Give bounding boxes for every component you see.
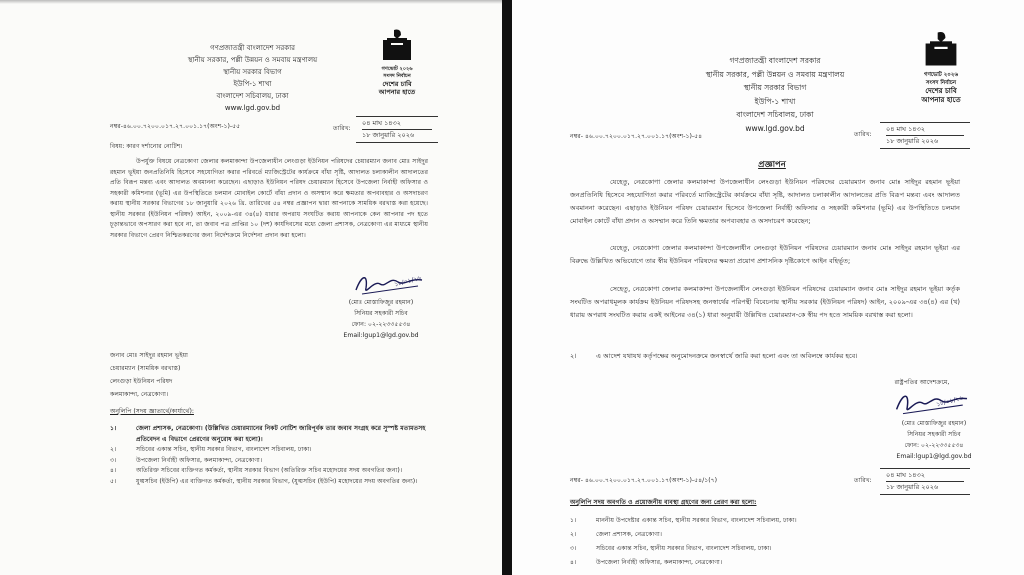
body-paragraph: উপর্যুক্ত বিষয়ে নেত্রকোণা জেলার কলমাকান্দা উপজেলাধীন লেংগুড়া ইউনিয়ন পরিষদের চেয়ারম্যান জনাব মোঃ সাইদুর রহমান ভূইয়া জনপ্রতিনিধি হিসেবে সহযোগিতা করার পরিবর্তে ম্যাজিস্ট্রেটের কার্যক্রমে বাঁধা সৃষ্টি, আদালত চলাকালীন আদালতের প্রতি বিরূপ মন্তব্য এবং আদালত অবমাননা করেছেন। এছাড়াও ইউনিয়ন পরিষদ চেয়ারম্যান হিসেবে উপজেলা নির্বাহী অফিসার ও সহকারী কমিশনার (ভূমি) এর উপস্থিতিতে চলমান মোবাইল কোর্টে বাঁধা প্রদান ও অসম্মান করে ক্ষমতার অপব্যবহার ও অসদাচরণ করায় স্থানীয় সরকার বিভাগের ১৮ জানুয়ারি ২০২৬ খ্রি. তারিখের ৫৪ নম্বর প্রজ্ঞাপন দ্বারা আপনাকে সাময়িক বরখাস্ত করা হয়েছে। স্থানীয় সরকার (ইউনিয়ন পরিষদ) আইন, ২০০৯-এর ৩৪(৪) ধারার অপরাধ সংঘটিত করায় আপনাকে কেন আপনার পদ হতে চূড়ান্তভাবে অপসারণ করা হবে না, তা জবাব পত্র প্রাপ্তির ১০ (দশ) কার্যদিবসের মধ্যে জেলা প্রশাসক, নেত্রকোণা এর মাধ্যমে স্থানীয় সরকার বিভাগে প্রেরণ নিশ্চিতকরণের জন্য নির্দেশক্রমে নির্দেশনা প্রদান করা হলো।	[110, 158, 428, 239]
addressee-line: লেংগুড়া ইউনিয়ন পরিষদ	[110, 378, 173, 385]
date-bengali: ০৪ মাঘ ১৪৩২	[886, 125, 925, 133]
cc-item: ৫। যুগ্মসচিব (ইউপি) এর ব্যক্তিগত কর্মকর্তা, স্থানীয় সরকার বিভাগ, (যুগ্মসচিব (ইউপি) মহোদয়ের সদয় অবগতির জন্য)।	[110, 477, 418, 485]
date-english: ১৮ জানুয়ারি ২০২৬	[886, 135, 964, 147]
division-name: স্থানীয় সরকার বিভাগ	[743, 83, 807, 92]
date-box	[880, 122, 970, 149]
paragraph-3: সেহেতু, নেত্রকোণা জেলার কলমাকান্দা উপজেলাধীন লেংগুড়া ইউনিয়ন পরিষদের চেয়ারম্যান জনাব মোঃ সাইদুর রহমান ভূইয়া কর্তৃক সংঘটিত অপরাধমূলক কার্যক্রম ইউনিয়ন পরিষদসহ জনস্বার্থের পরিপন্থী বিবেচনায় স্থানীয় সরকার (ইউনিয়ন পরিষদ) আইন, ২০০৯-এর ৩৪(৪) এর (খ) ধারায় অপরাধ সংঘটিত করায় একই আইনের ৩৪(১) ধারা অনুযায়ী উল্লিখিত চেয়ারম্যান-কে স্বীয় পদ হতে সাময়িক বরখাস্ত করা হলো।	[570, 285, 960, 319]
signature-scrawl-icon	[890, 388, 980, 420]
logo-line4: আপনার হাতে	[921, 96, 961, 104]
left-document	[0, 0, 502, 575]
date-label: তারিখ:	[854, 131, 872, 138]
date-box	[356, 116, 438, 143]
cc-item: ৩। উপজেলা নির্বাহী অফিসার, কলমাকান্দা, নেত্রকোণা।	[110, 456, 263, 464]
addressee-block	[110, 349, 188, 401]
logo-line3: দেশের চাবি	[382, 80, 412, 88]
cc-item: ৩। সচিবের একান্ত সচিব, স্থানীয় সরকার বিভাগ, বাংলাদেশ সচিবালয়, ঢাকা।	[570, 545, 772, 552]
paragraph-4: ২। এ আদেশ যথাযথ কর্তৃপক্ষের অনুমোদনক্রমে জনস্বার্থে জারি করা হলো এবং তা অবিলম্বে কার্যকর হবে।	[570, 352, 858, 360]
logo-line4: আপনার হাতে	[378, 88, 416, 96]
memo-number: নম্বর- ৪৬.০০.৭২০০.০১৭.২৭.০০১.১৭(অংশ-১)-৫৪	[570, 133, 703, 140]
subject: বিষয়: কারণ দর্শানোর নোটিশ।	[110, 143, 183, 150]
website: www.lgd.gov.bd	[224, 104, 281, 112]
signatory-email: Email:lgup1@lgd.gov.bd	[343, 332, 419, 339]
signatory-title: সিনিয়র সহকারী সচিব	[907, 431, 961, 438]
signatory-block	[335, 297, 427, 341]
logo-line3: দেশের চাবি	[925, 87, 957, 95]
gov-name: গণপ্রজাতন্ত্রী বাংলাদেশ সরকার	[729, 56, 821, 65]
date-label-copy: তারিখ:	[854, 477, 872, 484]
cc-list	[570, 514, 960, 570]
presidential-order: রাষ্ট্রপতির আদেশক্রমে,	[894, 379, 950, 386]
scan-edge	[0, 0, 502, 4]
cc-item: ১। মাননীয় উপদেষ্টার একান্ত সচিব, স্থানীয় সরকার বিভাগ, বাংলাদেশ সচিবালয়, ঢাকা।	[570, 517, 797, 524]
date-bengali: ০৪ মাঘ ১৪৩২	[886, 471, 925, 479]
cc-item: ২। জেলা প্রশাসক, নেত্রকোণা।	[570, 531, 662, 538]
logo-line2: সংসদ নির্বাচন	[925, 79, 957, 86]
branch-name: ইউপি-১ শাখা	[754, 96, 796, 106]
cc-item: ৪। অতিরিক্ত সচিবের ব্যক্তিগত কর্মকর্তা, স্থানীয় সরকার বিভাগ (অতিরিক্ত সচিব মহোদয়ের সদয় অবগতির জন্য)।	[110, 467, 403, 474]
cc-list	[110, 424, 428, 487]
signature	[352, 270, 432, 300]
cc-item: ৪। উপজেলা নির্বাহী অফিসার, কলমাকান্দা, নেত্রকোণা।	[570, 559, 723, 566]
page-gutter	[502, 0, 512, 575]
date-english: ১৮ জানুয়ারি ২০২৬	[886, 481, 964, 493]
logo-line1: গণভোট ২০২৬	[381, 66, 413, 72]
ministry-name: স্থানীয় সরকার, পল্লী উন্নয়ন ও সমবায় মন্ত্রণালয়	[705, 69, 845, 79]
election-logo	[906, 30, 976, 105]
address: বাংলাদেশ সচিবালয়, ঢাকা	[736, 110, 814, 119]
paragraph-1: যেহেতু, নেত্রকোণা জেলার কলমাকান্দা উপজেলাধীন লেংগুড়া ইউনিয়ন পরিষদের চেয়ারম্যান জনাব মোঃ সাইদুর রহমান ভূইয়া জনপ্রতিনিধি হিসেবে সহযোগিতা করার পরিবর্তে ম্যাজিস্ট্রেটের কার্যক্রমে বাঁধা সৃষ্টি, আদালত চলাকালীন আদালতের প্রতি বিরূপ মন্তব্য এবং আদালত অবমাননা করেছেন। এছাড়াও ইউনিয়ন পরিষদ চেয়ারম্যান হিসেবে উপজেলা নির্বাহী অফিসার ও সহকারী কমিশনার (ভূমি) এর উপস্থিতিতে চলমান মোবাইল কোর্টে বাঁধা প্রদান ও অসম্মান করে তিনি ক্ষমতার অপব্যবহার ও অসদাচরণ করেছেন;	[570, 178, 960, 225]
signatory-email: Email:lgup1@lgd.gov.bd	[896, 453, 972, 460]
ballot-box-icon	[919, 30, 963, 68]
ministry-name: স্থানীয় সরকার, পল্লী উন্নয়ন ও সমবায় মন্ত্রণালয়	[187, 56, 318, 64]
signatory-block	[884, 418, 984, 462]
election-logo	[370, 28, 424, 96]
date-label: তারিখ:	[333, 125, 351, 132]
letterhead	[150, 42, 355, 114]
ballot-box-icon	[377, 28, 417, 62]
notification-title: প্রজ্ঞাপন	[758, 160, 786, 170]
addressee-line: কলমাকান্দা, নেত্রকোণা।	[110, 391, 169, 398]
right-document	[512, 0, 1024, 575]
memo-number: নম্বর-৪৬.০০.৭২০০.০১৭.২৭.০০১.১৭(অংশ-১)-৫৫	[110, 123, 241, 130]
address: বাংলাদেশ সচিবালয়, ঢাকা	[216, 92, 289, 100]
addressee-line: চেয়ারম্যান (সাময়িক বরখাস্ত)	[110, 365, 181, 372]
signatory-name: (মোঃ মোস্তাফিজুর রহমান)	[348, 299, 414, 306]
addressee-line: জনাব মোঃ সাইদুর রহমান ভূইয়া	[110, 352, 188, 359]
signatory-title: সিনিয়র সহকারী সচিব	[354, 310, 408, 317]
signatory-phone: ফোন: ০২-২২৩৩৫৫৩৪	[904, 442, 964, 449]
signatory-phone: ফোন: ০২-২২৩৩৫৫৩৪	[351, 321, 411, 328]
signature	[890, 388, 980, 420]
cc-heading: অনুলিপি সদয় অবগতি ও প্রয়োজনীয় ব্যবস্থা গ্রহণের জন্য প্রেরণ করা হলো:	[570, 499, 757, 506]
date-box-copy	[880, 468, 970, 495]
signature-date: ১৮/০১/২৬	[393, 274, 422, 289]
division-name: স্থানীয় সরকার বিভাগ	[223, 68, 282, 76]
website: www.lgd.gov.bd	[745, 123, 805, 133]
gov-name: গণপ্রজাতন্ত্রী বাংলাদেশ সরকার	[210, 44, 295, 52]
date-bengali: ০৪ মাঘ ১৪৩২	[362, 119, 401, 127]
signature-date: ১৮/০১/২৬	[935, 394, 964, 409]
cc-item: ২। সচিবের একান্ত সচিব, স্থানীয় সরকার বিভাগ, বাংলাদেশ সচিবালয়, ঢাকা।	[110, 446, 312, 453]
logo-line1: গণভোট ২০২৬	[923, 72, 959, 78]
cc-heading: অনুলিপি (সদয় জ্ঞাতার্থে/কার্যার্থে):	[110, 408, 194, 415]
branch-name: ইউপি-১ শাখা	[233, 80, 272, 88]
logo-line2: সংসদ নির্বাচন	[383, 73, 411, 79]
letterhead	[664, 54, 886, 135]
paragraph-2: যেহেতু, নেত্রকোণা জেলার কলমাকান্দা উপজেলাধীন লেংগুড়া ইউনিয়ন পরিষদের চেয়ারম্যান জনাব মোঃ সাইদুর রহমান ভূইয়া এর বিরুদ্ধে উল্লিখিত অভিযোগে তার স্বীয় ইউনিয়ন পরিষদের ক্ষমতা প্রয়োগ প্রশাসনিক দৃষ্টিকোণে আইন বহির্ভূত;	[570, 244, 960, 265]
signatory-name: (মোঃ মোস্তাফিজুর রহমান)	[901, 420, 967, 427]
date-english: ১৮ জানুয়ারি ২০২৬	[362, 129, 432, 141]
cc-item: ১। জেলা প্রশাসক, নেত্রকোণা। (উল্লিখিত চেয়ারম্যানের নিকট নোটিশ জারিপূর্বক তার জবাব সংগ্রহ করে সুস্পষ্ট মতামতসহ প্রতিবেদন এ বিভাগে প্রেরণের অনুরোধ করা হলো)।	[110, 425, 426, 443]
memo-number-copy: নম্বর- ৪৬.০০.৭২০০.০১৭.২৭.০০১.১৭(অংশ-১)-৫৪/১(৭)	[570, 477, 718, 484]
